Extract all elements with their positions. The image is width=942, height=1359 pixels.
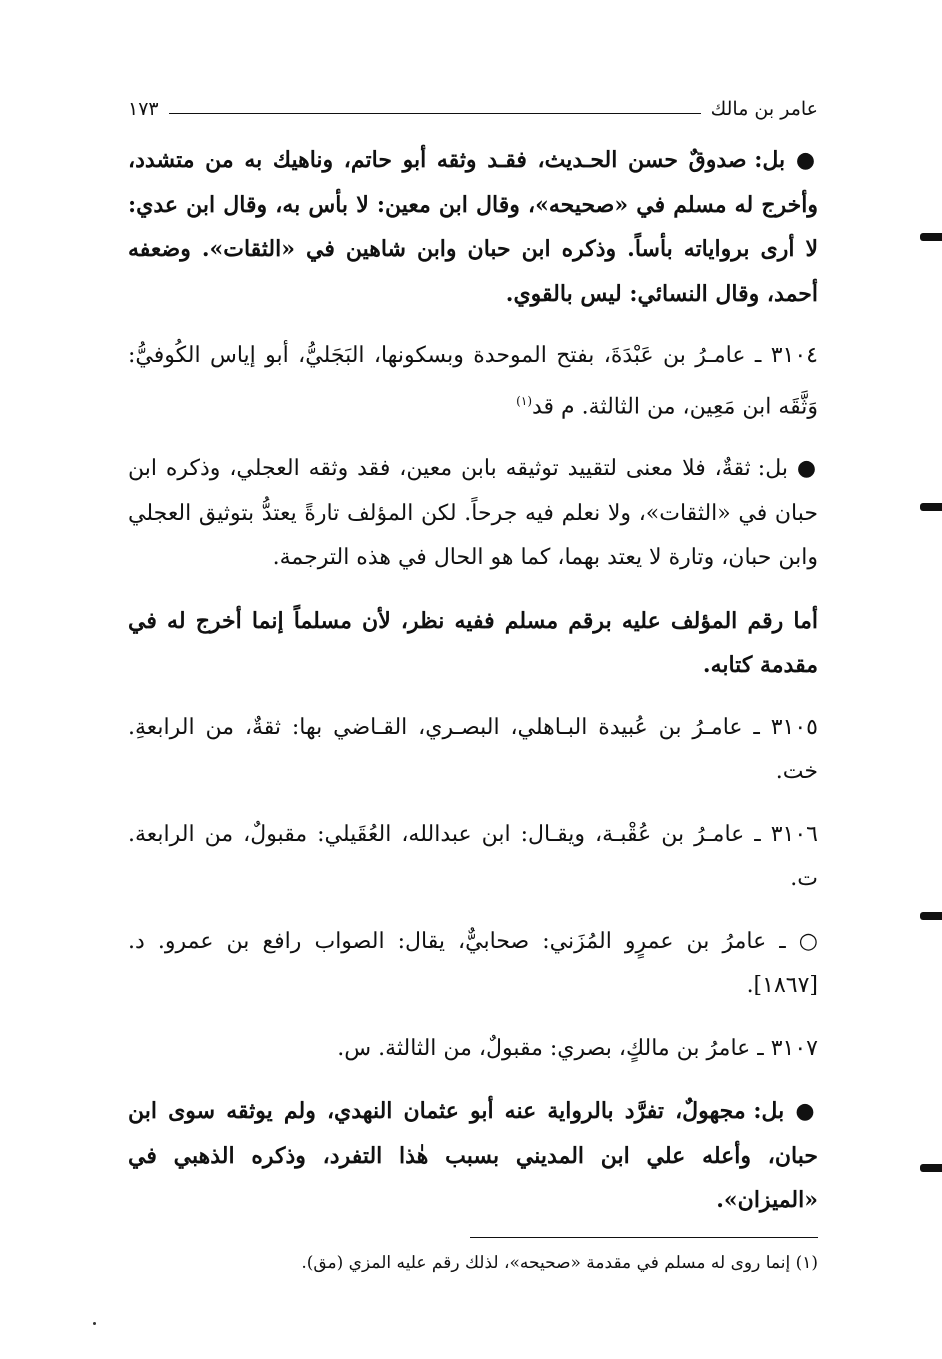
- bullet-icon: ●: [795, 1098, 819, 1125]
- page-number: ١٧٣: [128, 98, 159, 120]
- bullet-icon: ●: [795, 147, 819, 173]
- footnote: (١) إنما روى له مسلم في مقدمة «صحيحه»، لذلك رقم عليه المزي (مق).: [301, 1253, 818, 1273]
- margin-mark: [920, 912, 942, 920]
- commentary-paragraph: [128, 138, 818, 316]
- commentary-paragraph: [128, 599, 818, 688]
- scan-speck: [93, 1322, 96, 1325]
- paragraph-text: ٣١٠٧ ـ عامرُ بن مالكٍ، بصري: مقبولٌ، من الثالثة. س.: [337, 1035, 818, 1061]
- paragraph-text: بل: صدوقٌ حسن الحـديث، فقـد وثقه أبو حاتم، وناهيك به من متشدد، وأخرج له مسلم في «صحيحه»، وقال ابن معين: لا بأس به، وقال ابن عدي: لا أرى برواياته بأساً. وذكره ابن حبان وابن شاهين في «الثقات». وضعفه أحمد، وقال النسائي: ليس بالقوي.: [128, 147, 818, 307]
- running-title: عامر بن مالك: [710, 98, 818, 120]
- paragraph-text: بل: ثقةٌ، فلا معنى لتقييد توثيقه بابن معين، فقد وثقه العجلي، وذكره ابن حبان في «الثقات»، ولا نعلم فيه جرحاً. لكن المؤلف تارةً يعتدُّ بتوثيق العجلي وابن حبان، وتارة لا يعتد بهما، كما هو الحال في هذه الترجمة.: [128, 456, 818, 571]
- commentary-paragraph: [128, 447, 818, 581]
- paragraph-text: أما رقم المؤلف عليه برقم مسلم ففيه نظر، لأن مسلماً إنما أخرج له في مقدمة كتابه.: [128, 607, 818, 679]
- footnote-reference: (١): [516, 393, 532, 408]
- margin-mark: [920, 503, 942, 511]
- commentary-paragraph: [128, 1089, 818, 1223]
- paragraph-text: ٣١٠٦ ـ عامـرُ بن عُقْبـة، ويقـال: ابن عبدالله، العُقَيلي: مقبولٌ، من الرابعة. ت.: [128, 821, 818, 892]
- header-rule: [169, 113, 701, 114]
- margin-mark: [920, 1164, 942, 1172]
- paragraph-text: ○ ـ عامرُ بن عمرٍو المُزَني: صحابيٌّ، يقال: الصواب رافع بن عمرو. د. [١٨٦٧].: [128, 928, 818, 999]
- footnote-divider: [470, 1237, 818, 1238]
- paragraph-text: بل: مجهولٌ، تفرَّد بالرواية عنه أبو عثمان النهدي، ولم يوثقه سوى ابن حبان، وأعله علي ابن المديني بسبب هٰذا التفرد، وذكره الذهبي في «الميزان».: [128, 1098, 818, 1214]
- main-text: [128, 138, 818, 1241]
- entry-paragraph: [128, 813, 818, 902]
- entry-paragraph: [128, 1027, 818, 1072]
- paragraph-text: ٣١٠٤ ـ عامـرُ بن عَبْدَةَ، بفتح الموحدة وبسكونها، البَجَليُّ، أبو إياس الكُوفيُّ: وَثَّقَه ابن مَعِين، من الثالثة. م قد: [128, 343, 818, 419]
- paragraph-text: ٣١٠٥ ـ عامـرُ بن عُبيدة البـاهلي، البصـري، القـاضي بها: ثقةٌ، من الرابعةِ. خت.: [128, 714, 818, 785]
- bullet-icon: ●: [796, 456, 819, 482]
- entry-paragraph: [128, 334, 818, 429]
- entry-paragraph: [128, 706, 818, 795]
- page-header: [128, 92, 818, 126]
- entry-paragraph: [128, 920, 818, 1009]
- margin-mark: [920, 233, 942, 241]
